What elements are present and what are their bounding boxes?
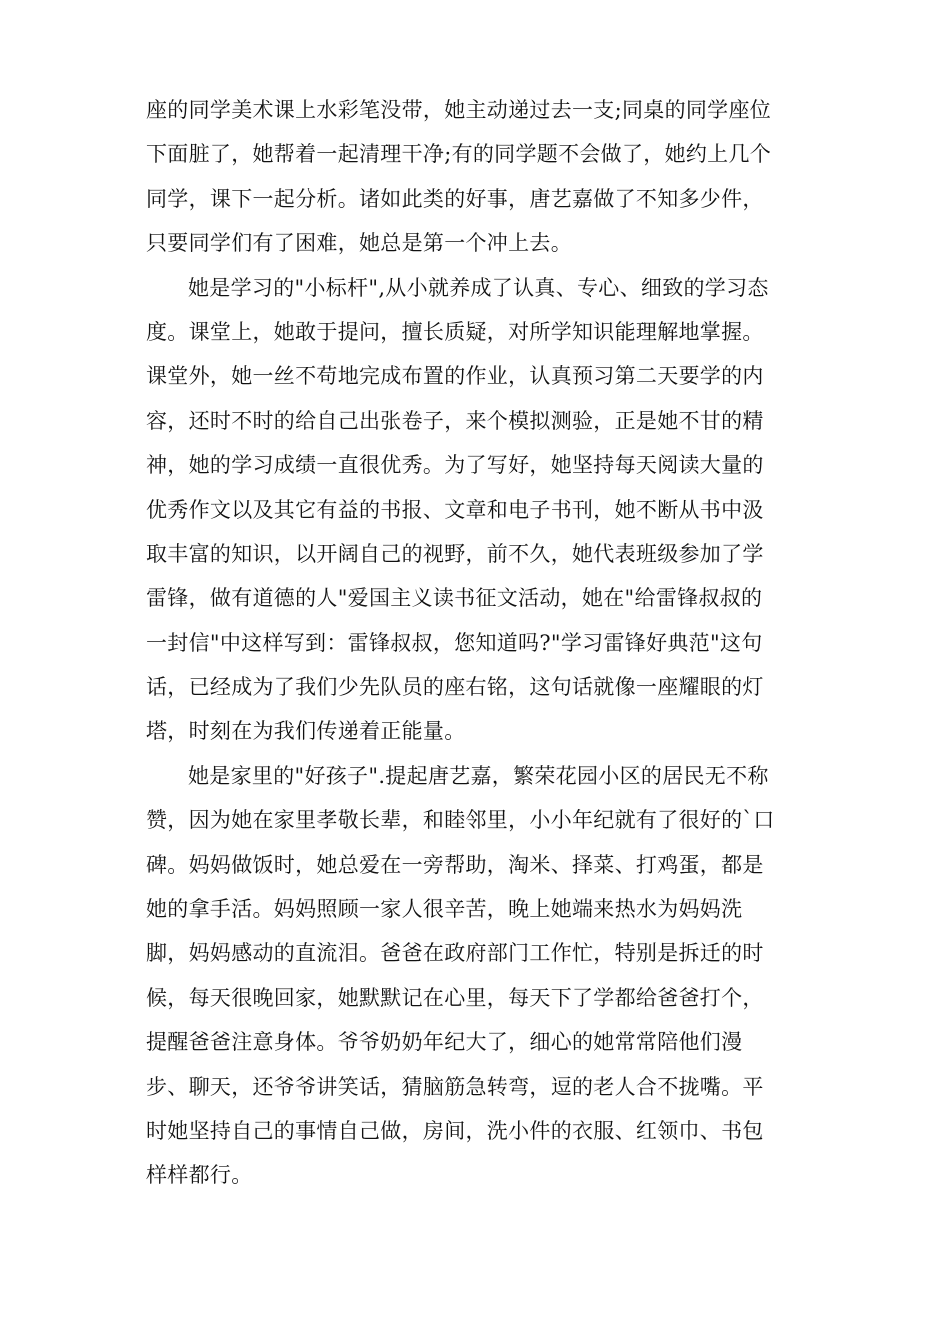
text-line: 一封信"中这样写到：雷锋叔叔，您知道吗?"学习雷锋好典范"这句: [146, 630, 763, 655]
text-line: 她是学习的"小标杆",从小就养成了认真、专心、细致的学习态: [188, 275, 769, 300]
text-line: 度。课堂上，她敢于提问，擅长质疑，对所学知识能理解地掌握。: [146, 319, 764, 344]
text-line: 雷锋，做有道德的人"爱国主义读书征文活动，她在"给雷锋叔叔的: [146, 586, 763, 611]
text-line: 神，她的学习成绩一直很优秀。为了写好，她坚持每天阅读大量的: [146, 453, 764, 478]
paragraph: [146, 88, 811, 266]
text-line: 座的同学美术课上水彩笔没带，她主动递过去一支;同桌的同学座位: [146, 98, 772, 122]
paragraph: [146, 266, 811, 754]
text-line: 提醒爸爸注意身体。爷爷奶奶年纪大了，细心的她常常陪他们漫: [146, 1030, 743, 1055]
text-line: 课堂外，她一丝不苟地完成布置的作业，认真预习第二天要学的内: [146, 364, 764, 389]
text-line: 碑。妈妈做饭时，她总爱在一旁帮助，淘米、择菜、打鸡蛋，都是: [146, 852, 764, 877]
text-line: 塔，时刻在为我们传递着正能量。: [146, 719, 466, 744]
text-line: 步、聊天，还爷爷讲笑话，猜脑筋急转弯，逗的老人合不拢嘴。平: [146, 1074, 764, 1099]
body-text: [146, 88, 811, 1198]
text-line: 时她坚持自己的事情自己做，房间，洗小件的衣服、红领巾、书包: [146, 1118, 764, 1143]
text-line: 只要同学们有了困难，她总是第一个冲上去。: [146, 231, 572, 256]
text-line: 话，已经成为了我们少先队员的座右铭，这句话就像一座耀眼的灯: [146, 675, 764, 700]
text-line: 取丰富的知识，以开阔自己的视野，前不久，她代表班级参加了学: [146, 541, 764, 566]
text-line: 下面脏了，她帮着一起清理干净;有的同学题不会做了，她约上几个: [146, 142, 772, 167]
text-line: 优秀作文以及其它有益的书报、文章和电子书刊，她不断从书中汲: [146, 497, 764, 522]
text-line: 脚，妈妈感动的直流泪。爸爸在政府部门工作忙，特别是拆迁的时: [146, 941, 764, 966]
text-line: 她是家里的"好孩子".提起唐艺嘉，繁荣花园小区的居民无不称: [188, 763, 769, 788]
text-line: 候，每天很晚回家，她默默记在心里，每天下了学都给爸爸打个，: [146, 985, 764, 1010]
text-line: 样样都行。: [146, 1163, 253, 1188]
text-line: 同学，课下一起分析。诸如此类的好事，唐艺嘉做了不知多少件，: [146, 186, 764, 211]
paragraph: [146, 754, 811, 1198]
text-line: 容，还时不时的给自己出张卷子，来个模拟测验，正是她不甘的精: [146, 408, 764, 433]
text-line: 赞，因为她在家里孝敬长辈，和睦邻里，小小年纪就有了很好的`口: [146, 808, 775, 833]
text-line: 她的拿手活。妈妈照顾一家人很辛苦，晚上她端来热水为妈妈洗: [146, 897, 743, 922]
